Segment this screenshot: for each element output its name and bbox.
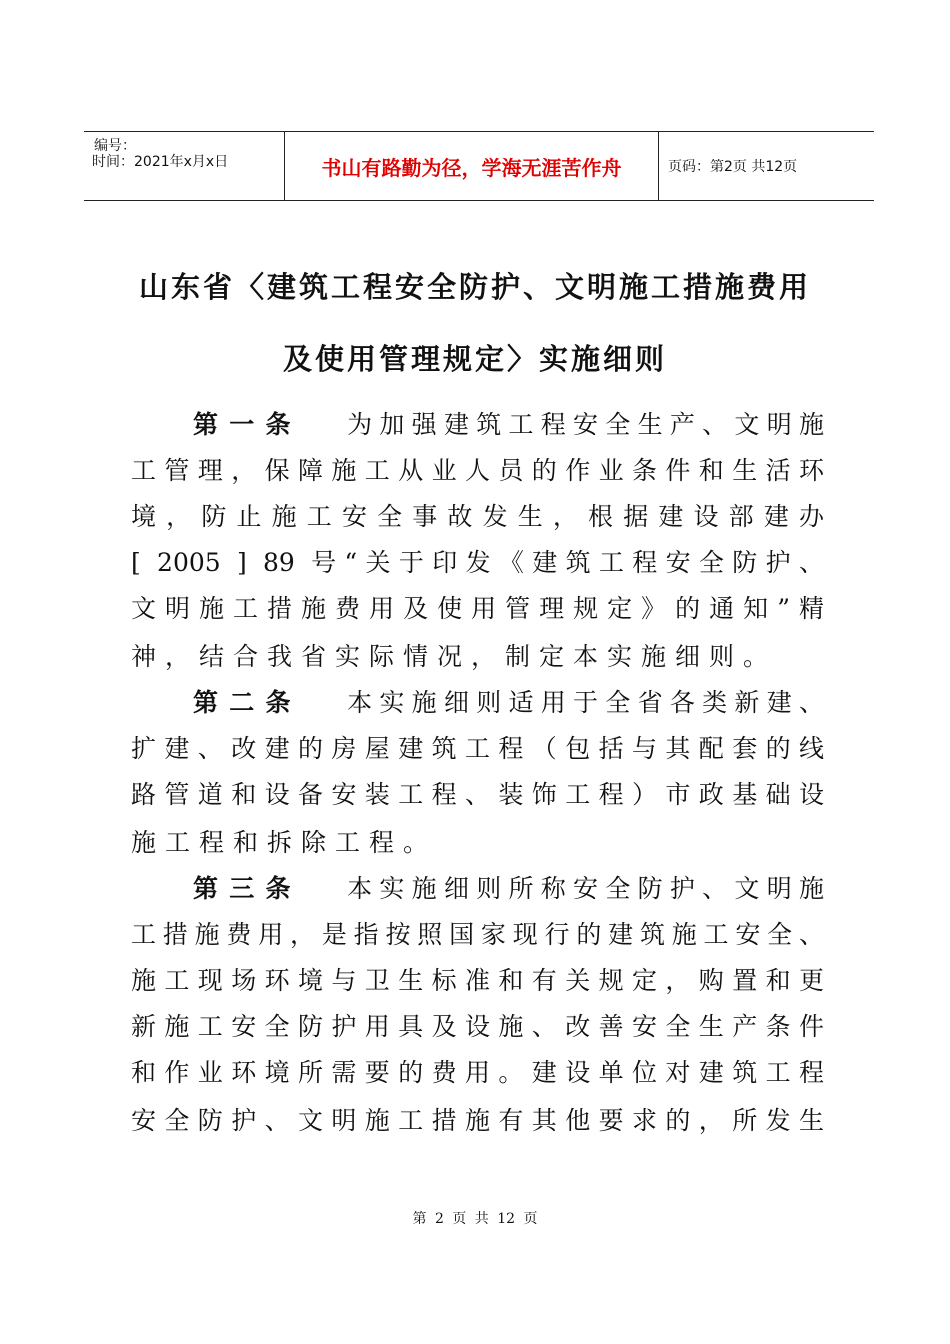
article-1-line-6: 神，结合我省实际情况，制定本实施细则。	[131, 642, 778, 671]
page-footer: 第 2 页 共 12 页	[412, 1211, 538, 1227]
article-3-label: 第三条	[193, 874, 302, 903]
article-3-line-2: 工措施费用，是指按照国家现行的建筑施工安全、	[131, 920, 824, 949]
article-1-line-1: 第一条 为加强建筑工程安全生产、文明施	[193, 410, 824, 439]
article-3-line-1: 第三条 本实施细则所称安全防护、文明施	[193, 874, 824, 903]
article-1-line-2: 工管理，保障施工从业人员的作业条件和生活环	[131, 456, 824, 485]
article-2-line-4: 施工程和拆除工程。	[131, 828, 438, 857]
article-2-line-3: 路管道和设备安装工程、装饰工程）市政基础设	[131, 780, 824, 809]
article-1-line-5: 文明施工措施费用及使用管理规定》的通知”精	[131, 594, 824, 623]
article-3-line-4: 新施工安全防护用具及设施、改善安全生产条件	[131, 1012, 824, 1041]
article-1-label: 第一条	[193, 410, 302, 439]
article-3-line-6: 安全防护、文明施工措施有其他要求的，所发生	[131, 1106, 824, 1135]
header-meta	[84, 132, 285, 200]
article-2-label: 第二条	[193, 688, 302, 717]
time-label: 时间：2021年x月x日	[92, 154, 229, 170]
document-title-line-1: 山东省〈建筑工程安全防护、文明施工措施费用	[138, 270, 811, 304]
article-3-line-5: 和作业环境所需要的费用。建设单位对建筑工程	[131, 1058, 824, 1087]
document-title-line-2: 及使用管理规定〉实施细则	[282, 342, 667, 376]
header-motto: 书山有路勤为径，学海无涯苦作舟	[285, 132, 659, 200]
article-2-line-2: 扩建、改建的房屋建筑工程（包括与其配套的线	[131, 734, 824, 763]
article-1-line-3: 境，防止施工安全事故发生，根据建设部建办	[131, 502, 824, 531]
article-2-line-1: 第二条 本实施细则适用于全省各类新建、	[193, 688, 824, 717]
header-page-info: 页码：第2页 共12页	[668, 159, 798, 175]
article-3-line-3: 施工现场环境与卫生标准和有关规定，购置和更	[131, 966, 824, 995]
number-label: 编号：	[94, 138, 136, 154]
page-header	[84, 131, 874, 201]
article-1-line-4: [ 2005 ] 89 号“关于印发《建筑工程安全防护、	[131, 548, 824, 577]
